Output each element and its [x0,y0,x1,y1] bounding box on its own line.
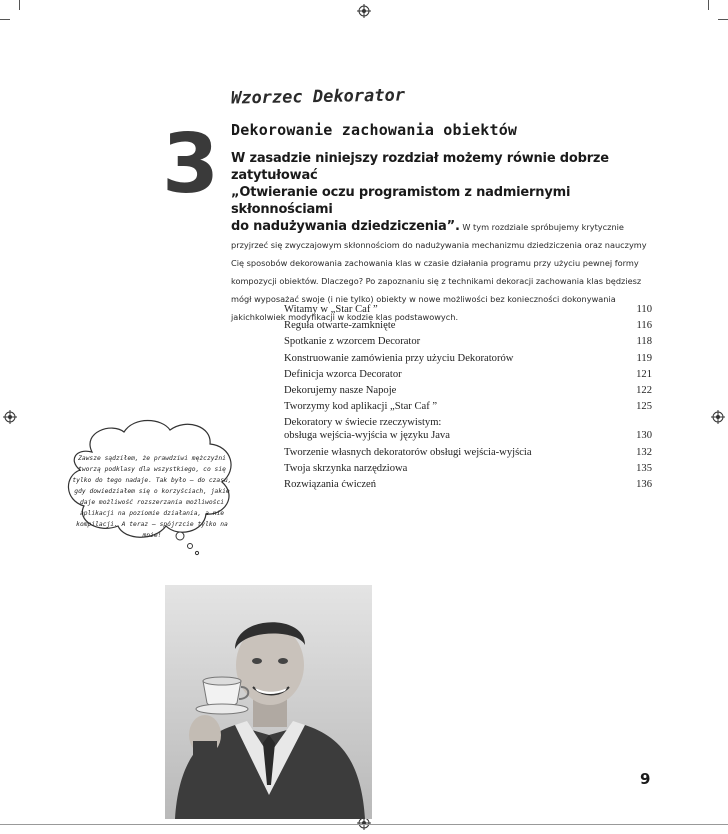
toc-entry-page: 110 [636,304,652,315]
toc-entry[interactable] [284,335,652,348]
toc-entry-title: Tworzenie własnych dekoratorów obsługi wejścia-wyjścia [284,446,532,458]
toc-entry-page: 132 [636,446,652,458]
toc-entry-page: 119 [636,352,652,364]
page-number: 9 [640,770,651,788]
chapter-title: Wzorzec Dekorator [230,85,406,109]
toc-entry-title: Dekoratory w świecie rzeczywistym: obsługa wejścia-wyjścia w języku Java [284,417,450,442]
table-of-contents [284,303,652,494]
toc-entry[interactable] [284,368,652,381]
toc-entry-title: Witamy w „Star Caf ” [284,304,378,315]
toc-entry[interactable] [284,384,652,397]
toc-entry-page: 122 [636,384,652,396]
intro-lead-line3: do nadużywania dziedziczenia”. [231,219,460,234]
toc-entry-title: Spotkanie z wzorcem Decorator [284,336,421,348]
man-with-coffee-photo [165,585,372,819]
toc-entry-page: 118 [636,336,652,348]
registration-mark-top [357,4,371,18]
intro-lead-line1: W zasadzie niniejszy rozdział możemy równie dobrze zatytułować [231,151,609,183]
intro-paragraph [231,150,649,326]
toc-entry-title: Rozwiązania ćwiczeń [284,478,377,490]
toc-entry[interactable] [284,303,652,316]
intro-body: W tym rozdziale spróbujemy krytycznie przyjrzeć się zwyczajowym skłonnościom do nadużywania mechanizmu dziedziczenia oraz nauczymy Cię sposobów dekorowania zachowania klas w czasie działania programu przy użyciu pewnej formy kompozycji obiektów. Dlaczego? Po zapoznaniu się z technikami dekoracji zachowania klas będziesz mógł wyposażać swoje (i nie tylko) obiekty w nowe możliwości bez konieczności dokonywania jakichkolwiek modyfikacji w kodzie klas podstawowych. [231,222,647,322]
toc-entry[interactable] [284,352,652,365]
toc-entry[interactable] [284,462,652,475]
toc-entry[interactable] [284,319,652,332]
crop-mark [0,19,10,20]
toc-entry-page: 116 [636,320,652,332]
crop-mark [19,0,20,10]
toc-entry[interactable] [284,446,652,459]
intro-lead-line2: „Otwieranie oczu programistom z nadmiernymi skłonnościami [231,185,571,217]
toc-entry-title: Dekorujemy nasze Napoje [284,384,397,396]
registration-mark-right [711,410,725,424]
toc-entry[interactable] [284,416,652,442]
man-with-coffee-icon [165,585,372,819]
toc-entry[interactable] [284,478,652,491]
toc-entry-page: 121 [636,368,652,380]
toc-entry-page: 125 [636,401,652,413]
chapter-subtitle: Dekorowanie zachowania obiektów [231,121,518,139]
toc-entry-title: Konstruowanie zamówienia przy użyciu Dekoratorów [284,352,514,364]
crop-mark [708,0,709,10]
crop-mark [718,19,728,20]
toc-entry-title: Definicja wzorca Decorator [284,368,402,380]
toc-entry[interactable] [284,400,652,413]
toc-entry-page: 136 [636,478,652,490]
registration-mark-left [3,410,17,424]
chapter-number: 3 [162,117,218,212]
toc-entry-page: 135 [636,462,652,474]
toc-entry-title: Twoja skrzynka narzędziowa [284,462,408,474]
bottom-rule [0,824,728,825]
toc-entry-page: 130 [636,430,652,442]
toc-entry-title: Tworzymy kod aplikacji „Star Caf ” [284,401,438,413]
thought-bubble-text: Zawsze sądziłem, że prawdziwi mężczyźni tworzą podklasy dla wszystkiego, co się tylko do tego nadaje. Tak było — do czasu, gdy dowiedziałem się o korzyściach, jakie daje możliwość rozszerzania możliwości aplikacji na poziomie działania, a nie kompilacji. A teraz — spójrzcie tylko na mnie! [72,455,232,539]
toc-entry-title: Reguła otwarte-zamknięte [284,320,396,332]
